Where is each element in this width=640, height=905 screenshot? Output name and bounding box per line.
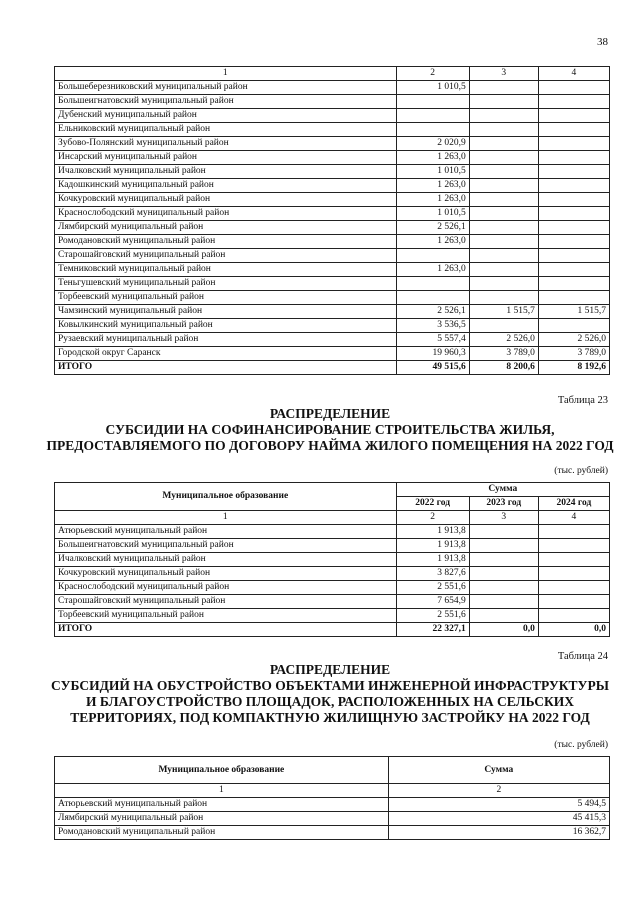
cell-value: [538, 595, 609, 609]
cell-value: 2 526,0: [469, 333, 538, 347]
cell-value: [538, 291, 609, 305]
cell-value: [538, 207, 609, 221]
table-row: [55, 305, 610, 319]
table-header-row: [55, 757, 610, 784]
cell-value: [469, 553, 538, 567]
cell-value: [538, 109, 609, 123]
table-row: [55, 95, 610, 109]
table-number-row: [55, 784, 610, 798]
table24-label: Таблица 24: [557, 651, 608, 662]
table-row: [55, 235, 610, 249]
cell-value: [538, 263, 609, 277]
total-value: 0,0: [538, 623, 609, 637]
cell-name: Лямбирский муниципальный район: [55, 812, 389, 826]
cell-value: 1 010,5: [396, 207, 469, 221]
cell-value: 2 020,9: [396, 137, 469, 151]
table24-title-line: СУБСИДИЙ НА ОБУСТРОЙСТВО ОБЪЕКТАМИ ИНЖЕНЕРНОЙ ИНФРАСТРУКТУРЫ: [51, 678, 609, 693]
table-row: [55, 525, 610, 539]
cell-value: [469, 123, 538, 137]
table24-title: [40, 662, 620, 726]
cell-name: Рузаевский муниципальный район: [55, 333, 397, 347]
table24-title-line: ТЕРРИТОРИЯХ, ПОД КОМПАКТНУЮ ЖИЛИЩНУЮ ЗАСТРОЙКУ НА 2022 ГОД: [70, 710, 590, 725]
header-cell: 1: [55, 67, 397, 81]
header-cell: 3: [469, 67, 538, 81]
cell-value: [469, 81, 538, 95]
cell-value: 1 263,0: [396, 235, 469, 249]
table-row: [55, 179, 610, 193]
cell-value: [469, 595, 538, 609]
cell-value: 3 536,5: [396, 319, 469, 333]
cell-name: Ковылкинский муниципальный район: [55, 319, 397, 333]
table-row: [55, 81, 610, 95]
column-header-year: 2024 год: [538, 497, 609, 511]
table-row: [55, 263, 610, 277]
cell-value: 3 789,0: [538, 347, 609, 361]
table-row: [55, 151, 610, 165]
cell-value: [469, 609, 538, 623]
table-number-row: [55, 511, 610, 525]
cell-value: [538, 179, 609, 193]
cell-value: 2 551,6: [396, 609, 469, 623]
cell-value: [469, 109, 538, 123]
cell-value: [469, 165, 538, 179]
cell-value: [538, 95, 609, 109]
table-row: [55, 277, 610, 291]
cell-value: 1 263,0: [396, 179, 469, 193]
table-row: [55, 539, 610, 553]
column-header-year: 2022 год: [396, 497, 469, 511]
column-number: 4: [538, 511, 609, 525]
cell-value: 7 654,9: [396, 595, 469, 609]
cell-value: 5 557,4: [396, 333, 469, 347]
cell-value: [396, 277, 469, 291]
column-number: 1: [55, 511, 397, 525]
cell-name: Дубенский муниципальный район: [55, 109, 397, 123]
cell-value: 1 913,8: [396, 553, 469, 567]
cell-value: [538, 165, 609, 179]
table23-label: Таблица 23: [557, 395, 608, 406]
cell-value: [469, 221, 538, 235]
cell-name: Старошайговский муниципальный район: [55, 595, 397, 609]
table-row: [55, 609, 610, 623]
cell-value: 5 494,5: [388, 798, 609, 812]
table-row: [55, 567, 610, 581]
header-cell: 4: [538, 67, 609, 81]
cell-name: Ельниковский муниципальный район: [55, 123, 397, 137]
cell-value: [469, 319, 538, 333]
column-header-sum: Сумма: [388, 757, 609, 784]
cell-value: [538, 221, 609, 235]
cell-value: [538, 249, 609, 263]
cell-name: Городской округ Саранск: [55, 347, 397, 361]
cell-value: 1 515,7: [538, 305, 609, 319]
cell-value: [469, 95, 538, 109]
cell-name: Лямбирский муниципальный район: [55, 221, 397, 235]
table-row: [55, 826, 610, 840]
cell-value: [538, 539, 609, 553]
column-number: 3: [469, 511, 538, 525]
cell-value: [469, 291, 538, 305]
cell-name: Большеигнатовский муниципальный район: [55, 95, 397, 109]
table-row: [55, 812, 610, 826]
table-row: [55, 207, 610, 221]
cell-value: [538, 581, 609, 595]
cell-value: [538, 193, 609, 207]
cell-value: 1 010,5: [396, 165, 469, 179]
cell-value: 1 263,0: [396, 263, 469, 277]
cell-name: Теньгушевский муниципальный район: [55, 277, 397, 291]
cell-name: Большеигнатовский муниципальный район: [55, 539, 397, 553]
table23-title-line: РАСПРЕДЕЛЕНИЕ: [269, 406, 391, 421]
cell-name: Старошайговский муниципальный район: [55, 249, 397, 263]
table-row: [55, 165, 610, 179]
cell-value: 16 362,7: [388, 826, 609, 840]
cell-value: [469, 207, 538, 221]
table24-units: (тыс. рублей): [554, 740, 608, 750]
table-row: [55, 123, 610, 137]
cell-value: 1 010,5: [396, 81, 469, 95]
cell-name: Торбеевский муниципальный район: [55, 291, 397, 305]
cell-value: [538, 567, 609, 581]
cell-value: [538, 151, 609, 165]
cell-name: Ичалковский муниципальный район: [55, 553, 397, 567]
table-row: [55, 291, 610, 305]
table-row: [55, 333, 610, 347]
cell-value: 1 263,0: [396, 151, 469, 165]
cell-name: Чамзинский муниципальный район: [55, 305, 397, 319]
page-number: 38: [597, 36, 608, 48]
table-top: [54, 66, 610, 375]
table24-title-line: РАСПРЕДЕЛЕНИЕ: [269, 662, 391, 677]
table23: [54, 482, 610, 637]
table23-title-line: СУБСИДИИ НА СОФИНАНСИРОВАНИЕ СТРОИТЕЛЬСТВА ЖИЛЬЯ,: [105, 422, 555, 437]
table23-title-line: ПРЕДОСТАВЛЯЕМОГО ПО ДОГОВОРУ НАЙМА ЖИЛОГО ПОМЕЩЕНИЯ НА 2022 ГОД: [46, 438, 614, 453]
cell-value: [538, 277, 609, 291]
cell-value: 2 526,1: [396, 305, 469, 319]
cell-value: [469, 567, 538, 581]
cell-name: Краснослободский муниципальный район: [55, 581, 397, 595]
column-number: 2: [388, 784, 609, 798]
table-row: [55, 193, 610, 207]
cell-value: [469, 137, 538, 151]
total-label: ИТОГО: [55, 361, 397, 375]
cell-name: Ичалковский муниципальный район: [55, 165, 397, 179]
cell-name: Ромодановский муниципальный район: [55, 235, 397, 249]
table-row: [55, 553, 610, 567]
cell-name: Атюрьевский муниципальный район: [55, 798, 389, 812]
column-header-year: 2023 год: [469, 497, 538, 511]
cell-name: Краснослободский муниципальный район: [55, 207, 397, 221]
cell-value: 45 415,3: [388, 812, 609, 826]
cell-value: [469, 277, 538, 291]
total-value: 8 200,6: [469, 361, 538, 375]
total-label: ИТОГО: [55, 623, 397, 637]
cell-value: 19 960,3: [396, 347, 469, 361]
cell-value: [538, 81, 609, 95]
cell-value: [538, 123, 609, 137]
table24: [54, 756, 610, 840]
cell-value: [396, 95, 469, 109]
table-row: [55, 109, 610, 123]
table23-title: [40, 406, 620, 454]
cell-name: Большеберезниковский муниципальный район: [55, 81, 397, 95]
cell-name: Торбеевский муниципальный район: [55, 609, 397, 623]
cell-value: [469, 263, 538, 277]
table24-title-line: И БЛАГОУСТРОЙСТВО ПЛОЩАДОК, РАСПОЛОЖЕННЫХ НА СЕЛЬСКИХ: [86, 694, 574, 709]
column-number: 1: [55, 784, 389, 798]
table-row: [55, 221, 610, 235]
cell-value: [396, 291, 469, 305]
table-row: [55, 347, 610, 361]
cell-value: [396, 249, 469, 263]
cell-value: [396, 123, 469, 137]
cell-value: 2 526,0: [538, 333, 609, 347]
total-value: 0,0: [469, 623, 538, 637]
total-value: 49 515,6: [396, 361, 469, 375]
table-header-row: [55, 483, 610, 497]
cell-name: Ромодановский муниципальный район: [55, 826, 389, 840]
header-cell: 2: [396, 67, 469, 81]
table-header-row: [55, 67, 610, 81]
cell-name: Атюрьевский муниципальный район: [55, 525, 397, 539]
table-row: [55, 595, 610, 609]
cell-value: [538, 235, 609, 249]
cell-name: Темниковский муниципальный район: [55, 263, 397, 277]
total-value: 22 327,1: [396, 623, 469, 637]
column-number: 2: [396, 511, 469, 525]
cell-value: 1 913,8: [396, 539, 469, 553]
table-row: [55, 581, 610, 595]
cell-value: 1 913,8: [396, 525, 469, 539]
cell-value: 2 551,6: [396, 581, 469, 595]
cell-value: [469, 539, 538, 553]
table-row: [55, 137, 610, 151]
cell-value: 3 789,0: [469, 347, 538, 361]
cell-value: [469, 151, 538, 165]
cell-value: [538, 137, 609, 151]
cell-value: [538, 525, 609, 539]
cell-value: [469, 179, 538, 193]
cell-value: 1 515,7: [469, 305, 538, 319]
table-row: [55, 319, 610, 333]
column-header-municipality: Муниципальное образование: [55, 483, 397, 511]
table23-units: (тыс. рублей): [554, 466, 608, 476]
table-row: [55, 249, 610, 263]
cell-value: [469, 581, 538, 595]
cell-name: Кочкуровский муниципальный район: [55, 567, 397, 581]
cell-name: Зубово-Полянский муниципальный район: [55, 137, 397, 151]
total-row: [55, 623, 610, 637]
total-row: [55, 361, 610, 375]
column-header-sum: Сумма: [396, 483, 609, 497]
cell-name: Инсарский муниципальный район: [55, 151, 397, 165]
cell-value: 1 263,0: [396, 193, 469, 207]
total-value: 8 192,6: [538, 361, 609, 375]
cell-value: [538, 319, 609, 333]
cell-value: [538, 609, 609, 623]
cell-value: [469, 235, 538, 249]
cell-value: [396, 109, 469, 123]
cell-name: Кочкуровский муниципальный район: [55, 193, 397, 207]
cell-value: [469, 525, 538, 539]
table-row: [55, 798, 610, 812]
column-header-municipality: Муниципальное образование: [55, 757, 389, 784]
cell-value: [538, 553, 609, 567]
cell-name: Кадошкинский муниципальный район: [55, 179, 397, 193]
cell-value: [469, 249, 538, 263]
cell-value: 2 526,1: [396, 221, 469, 235]
cell-value: [469, 193, 538, 207]
cell-value: 3 827,6: [396, 567, 469, 581]
